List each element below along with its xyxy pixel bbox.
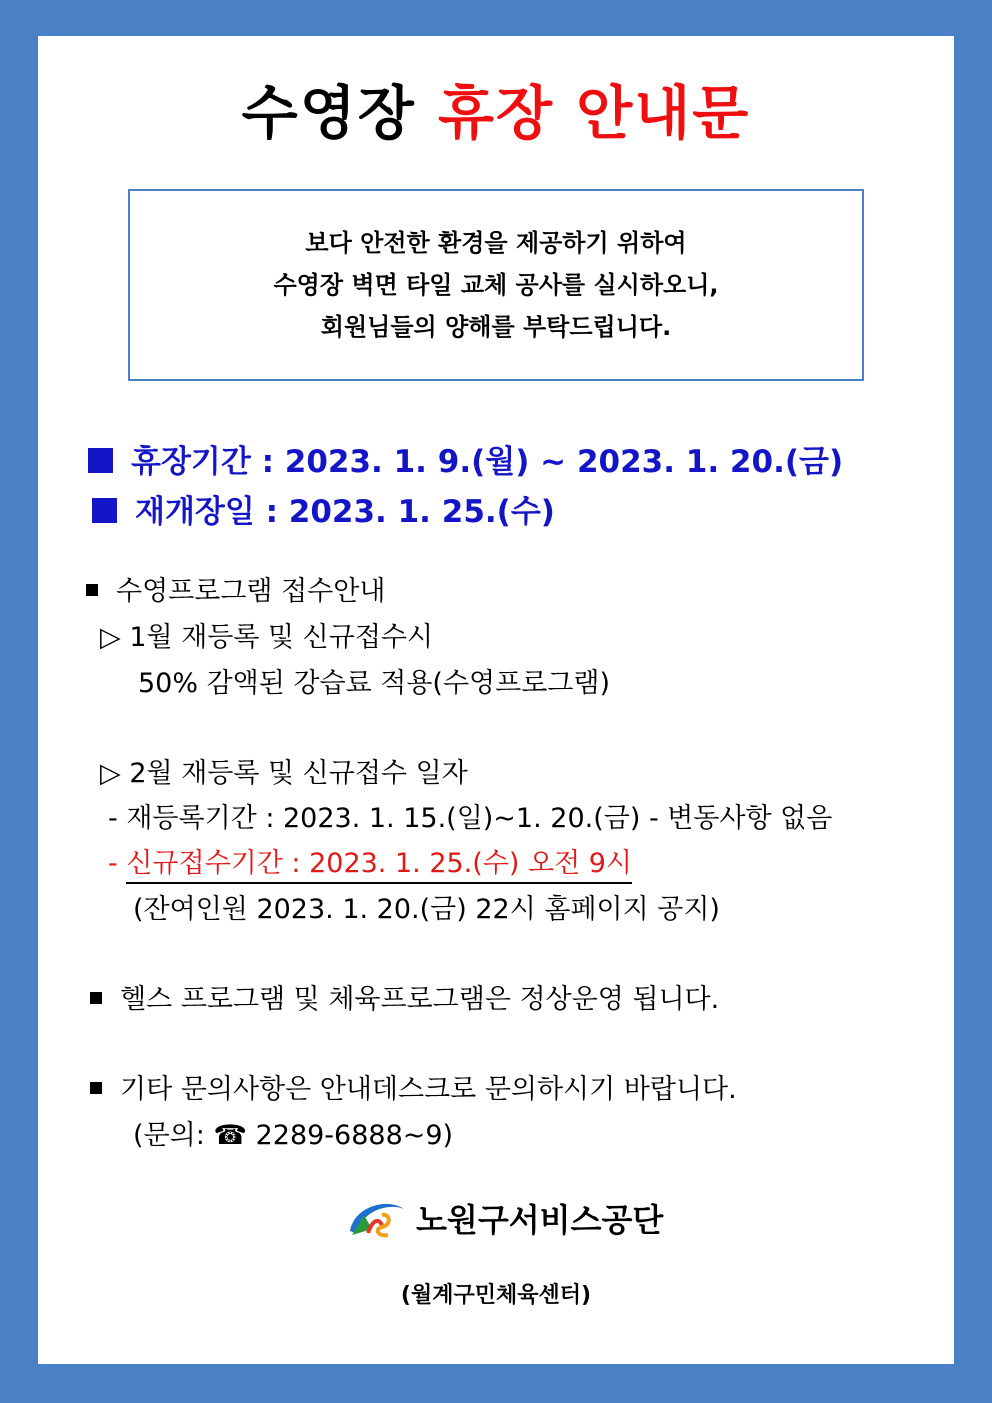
org-emblem-icon	[346, 1195, 408, 1241]
square-bullet-icon	[92, 498, 117, 523]
title-highlight: 휴장 안내문	[437, 79, 751, 147]
feb-reregistration: - 재등록기간 : 2023. 1. 15.(일)~1. 20.(금) - 변동사항 없음	[108, 803, 833, 834]
closure-period: 휴장기간 : 2023. 1. 9.(월) ~ 2023. 1. 20.(금)	[88, 436, 843, 481]
notice-box	[128, 189, 864, 381]
jan-detail: 50% 감액된 강습료 적용(수영프로그램)	[138, 668, 610, 699]
square-bullet-icon	[90, 992, 102, 1004]
feb-title: ▷ 2월 재등록 및 신규접수 일자	[100, 758, 468, 789]
square-bullet-icon	[86, 584, 98, 596]
org-name: 노원구서비스공단	[416, 1201, 664, 1239]
notice-line: 수영장 벽면 타일 교체 공사를 실시하오니,	[273, 271, 719, 299]
inquiry-phone: (문의: ☎ 2289-6888~9)	[133, 1120, 454, 1151]
reopen-date: 재개장일 : 2023. 1. 25.(수)	[92, 486, 555, 531]
page-title	[0, 79, 992, 147]
notice-line: 회원님들의 양해를 부탁드립니다.	[320, 313, 672, 341]
org-logo	[346, 1192, 663, 1244]
square-bullet-icon	[88, 448, 113, 473]
swim-heading: 수영프로그램 접수안내	[86, 578, 385, 605]
inquiry-text: 기타 문의사항은 안내데스크로 문의하시기 바랍니다.	[90, 1076, 737, 1103]
notice-line: 보다 안전한 환경을 제공하기 위하여	[305, 229, 687, 257]
jan-title: ▷ 1월 재등록 및 신규접수시	[100, 622, 434, 653]
feb-new-registration: - 신규접수기간 : 2023. 1. 25.(수) 오전 9시	[108, 850, 632, 877]
center-name: (월계구민체육센터)	[400, 1283, 592, 1308]
feb-note: (잔여인원 2023. 1. 20.(금) 22시 홈페이지 공지)	[133, 894, 720, 925]
health-notice: 헬스 프로그램 및 체육프로그램은 정상운영 됩니다.	[90, 986, 719, 1013]
title-main: 수영장	[241, 79, 416, 147]
square-bullet-icon	[90, 1082, 102, 1094]
